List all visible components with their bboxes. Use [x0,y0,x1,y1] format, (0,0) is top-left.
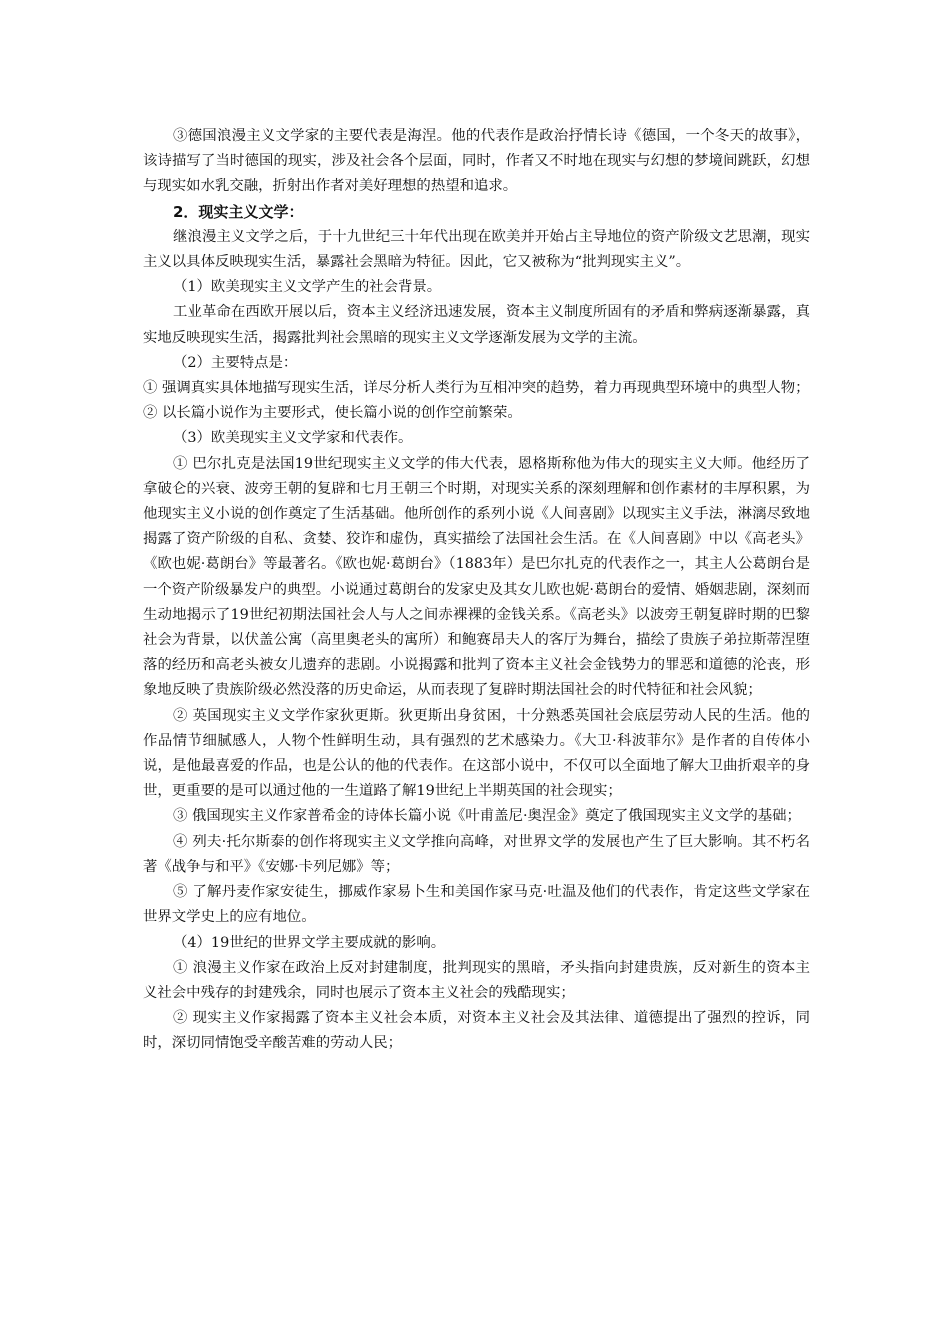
list-item-feature-1: ① 强调真实具体地描写现实生活，详尽分析人类行为互相冲突的趋势，着力再现典型环境中的典型人物； [143,380,810,397]
subheading-writers-works: （3）欧美现实主义文学家和代表作。 [173,430,413,447]
paragraph-realism-impact: ② 现实主义作家揭露了资本主义社会本质，对资本主义社会及其法律、道德提出了强烈的控诉，同时，深切同情饱受辛酸苦难的劳动人民； [143,1010,810,1052]
paragraph-realism-definition: 继浪漫主义文学之后，于十九世纪三十年代出现在欧美并开始占主导地位的资产阶级文艺思潮，现实主义以具体反映现实生活，暴露社会黑暗为特征。因此，它又被称为“批判现实主义”。 [143,228,810,271]
list-item-feature-2: ② 以长篇小说作为主要形式，使长篇小说的创作空前繁荣。 [143,405,522,422]
paragraph-tolstoy: ④ 列夫·托尔斯泰的创作将现实主义文学推向高峰，对世界文学的发展也产生了巨大影响。其不朽名著《战争与和平》《安娜·卡列尼娜》等； [143,833,810,875]
subheading-social-background: （1）欧美现实主义文学产生的社会背景。 [173,279,442,296]
paragraph-heine: ③德国浪漫主义文学家的主要代表是海涅。他的代表作是政治抒情长诗《德国，一个冬天的故事》，该诗描写了当时德国的现实，涉及社会各个层面，同时，作者又不时地在现实与幻想的梦境间跳跃，幻想与现实如水乳交融，折射出作者对美好理想的热望和追求。 [143,128,810,195]
paragraph-dickens: ② 英国现实主义文学作家狄更斯。狄更斯出身贫困，十分熟悉英国社会底层劳动人民的生活。他的作品情节细腻感人，人物个性鲜明生动，具有强烈的艺术感染力。《大卫·科波菲尔》是作者的自传体小说，是他最喜爱的作品，也是公认的他的代表作。在这部小说中，不仅可以全面地了解大卫曲折艰辛的身世，更重要的是可以通过他的一生道路了解19世纪上半期英国的社会现实； [143,707,810,800]
subheading-main-features: （2）主要特点是： [173,354,298,371]
paragraph-pushkin: ③ 俄国现实主义作家普希金的诗体长篇小说《叶甫盖尼·奥涅金》奠定了俄国现实主义文学的基础； [173,808,801,825]
paragraph-social-background: 工业革命在西欧开展以后，资本主义经济迅速发展，资本主义制度所固有的矛盾和弊病逐渐暴露，真实地反映现实生活，揭露批判社会黑暗的现实主义文学逐渐发展为文学的主流。 [143,304,810,346]
subheading-achievements: （4）19世纪的世界文学主要成就的影响。 [173,934,446,951]
document-page [143,124,810,1057]
paragraph-romanticism-impact: ① 浪漫主义作家在政治上反对封建制度，批判现实的黑暗，矛头指向封建贵族，反对新生的资本主义社会中残存的封建残余，同时也展示了资本主义社会的残酷现实； [143,959,810,1001]
paragraph-balzac: ① 巴尔扎克是法国19世纪现实主义文学的伟大代表，恩格斯称他为伟大的现实主义大师。他经历了拿破仑的兴衰、波旁王朝的复辟和七月王朝三个时期，对现实关系的深刻理解和创作素材的丰厚积累，为他现实主义小说的创作奠定了生活基础。他所创作的系列小说《人间喜剧》以现实主义手法，淋漓尽致地揭露了资产阶级的自私、贪婪、狡诈和虚伪，真实描绘了法国社会生活。在《人间喜剧》中以《高老头》《欧也妮·葛朗台》等最著名。《欧也妮·葛朗台》（1883年）是巴尔扎克的代表作之一，其主人公葛朗台是一个资产阶级暴发户的典型。小说通过葛朗台的发家史及其女儿欧也妮·葛朗台的爱情、婚姻悲剧，深刻而生动地揭示了19世纪初期法国社会人与人之间赤裸裸的金钱关系。《高老头》以波旁王朝复辟时期的巴黎社会为背景，以伏盖公寓（高里奥老头的寓所）和鲍赛昂夫人的客厅为舞台，描绘了贵族子弟拉斯蒂涅堕落的经历和高老头被女儿遗弃的悲剧。小说揭露和批判了资本主义社会金钱势力的罪恶和道德的沦丧，形象地反映了贵族阶级必然没落的历史命运，从而表现了复辟时期法国社会的时代特征和社会风貌； [143,455,810,699]
section-heading-realism: 2．现实主义文学： [173,202,304,221]
paragraph-other-writers: ⑤ 了解丹麦作家安徒生，挪威作家易卜生和美国作家马克·吐温及他们的代表作，肯定这些文学家在世界文学史上的应有地位。 [143,884,810,926]
